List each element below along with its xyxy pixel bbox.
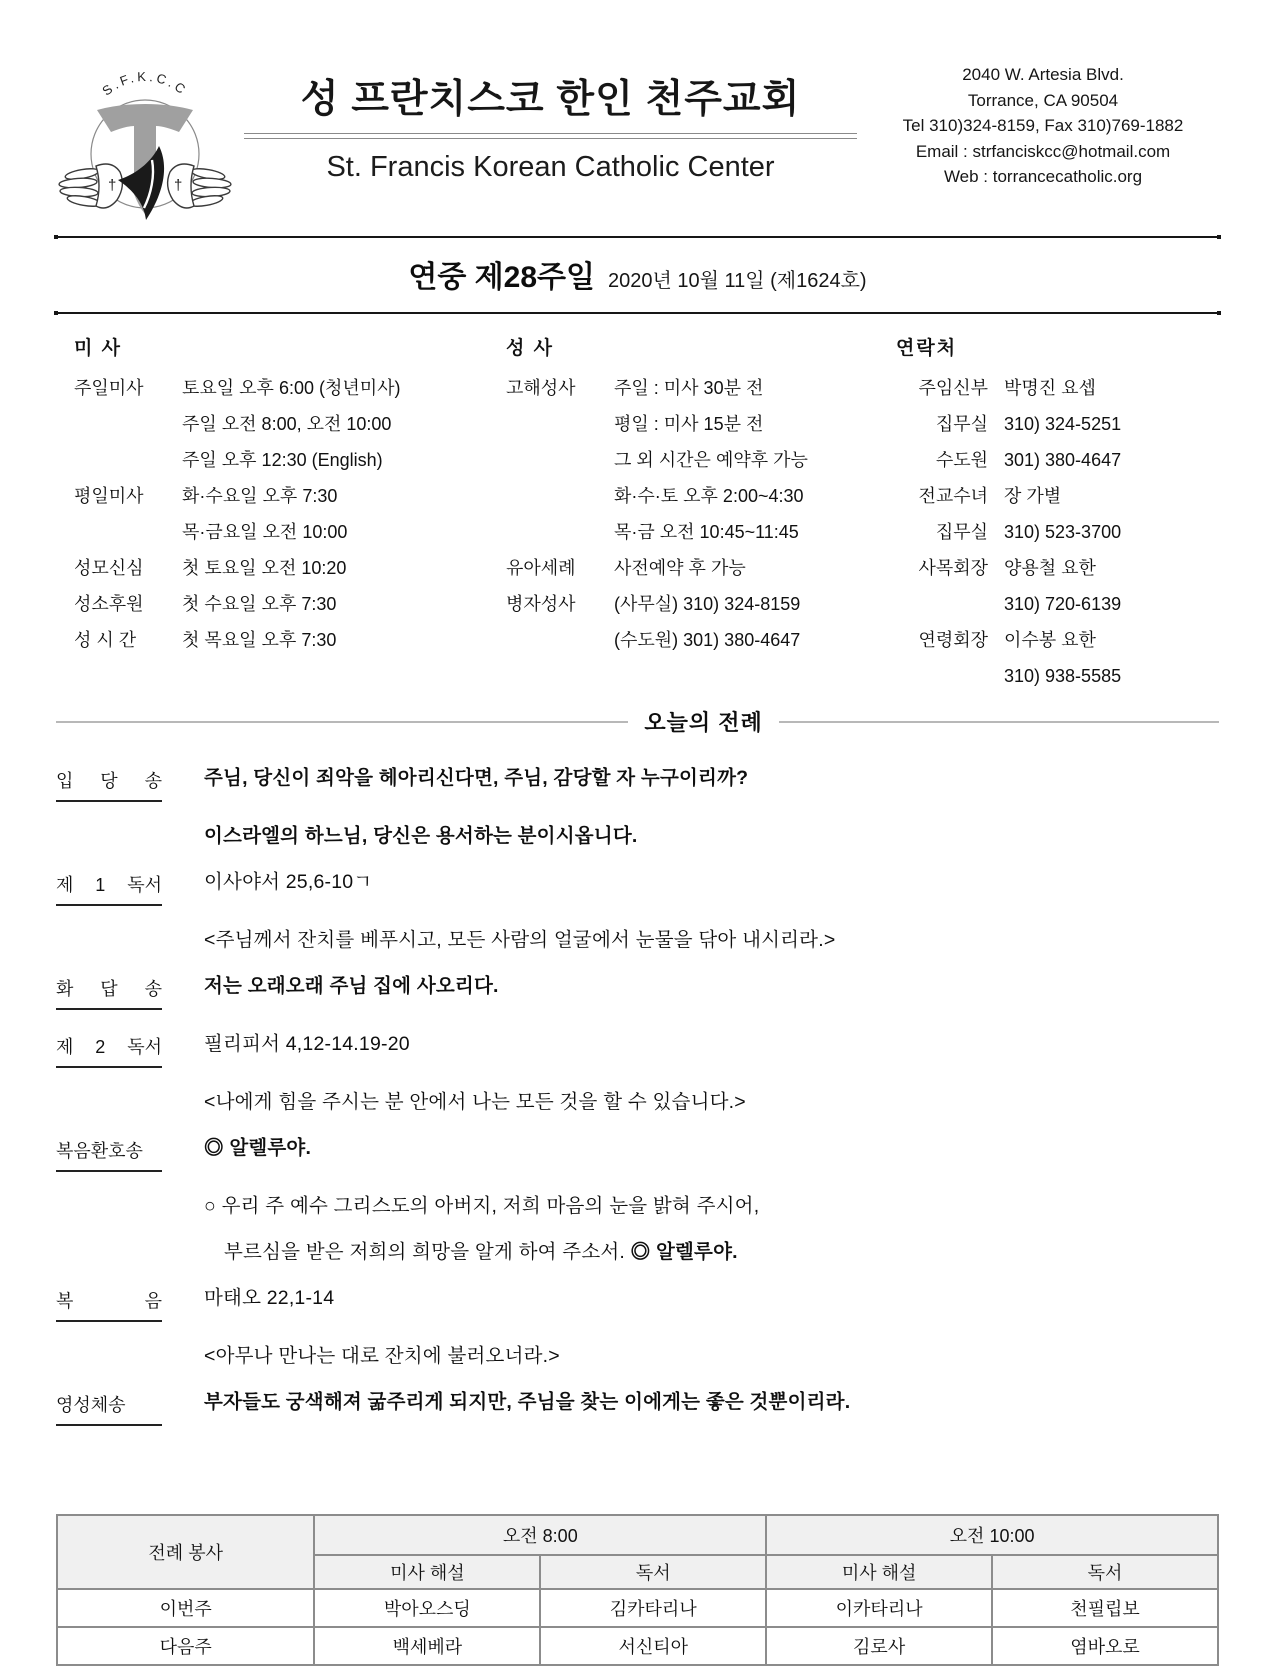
info-row-label: 주일미사 [74, 378, 144, 398]
info-row-label: 유아세례 [506, 558, 576, 578]
schedule-subcol-8am-commentator: 미사 해설 [314, 1555, 540, 1589]
liturgy-text: 필리피서 4,12-14.19-20 [204, 1033, 410, 1055]
info-row-values [1004, 406, 1121, 442]
info-row-label [896, 586, 988, 622]
schedule-cell: 염바오로 [992, 1627, 1218, 1665]
info-row [896, 406, 1219, 442]
liturgy-line [56, 1287, 1219, 1322]
liturgy-text: <주님께서 잔치를 베푸시고, 모든 사람의 얼굴에서 눈물을 닦아 내시리라.> [204, 929, 836, 951]
schedule-subcol-10am-reader: 독서 [992, 1555, 1218, 1589]
info-row-values [1004, 370, 1096, 406]
info-row-values [182, 370, 401, 478]
schedule-group-8am: 오전 8:00 [314, 1515, 766, 1555]
section-line-left [56, 721, 628, 723]
liturgy-text: 마태오 22,1-14 [204, 1287, 335, 1309]
info-row-values [1004, 478, 1061, 514]
info-row-label: 성모신심 [74, 558, 144, 578]
liturgy-item-label: 영성체송 [56, 1391, 162, 1426]
schedule-cell: 천필립보 [992, 1589, 1218, 1627]
info-row [896, 586, 1219, 622]
schedule-row [57, 1589, 1218, 1627]
liturgy-line [56, 929, 1219, 952]
info-column-heading: 성 사 [506, 338, 554, 359]
info-column-1 [506, 328, 896, 694]
left-cross-icon: † [108, 177, 117, 194]
info-row-value: 이수봉 요한 [1004, 630, 1096, 650]
info-row-values [1004, 550, 1096, 586]
logo-arc-text: S.F.K.C.C [99, 68, 191, 99]
schedule-corner-cell: 전례 봉사 [57, 1515, 314, 1589]
info-row [896, 442, 1219, 478]
info-column-heading: 미 사 [74, 338, 122, 359]
info-row-label [896, 658, 988, 694]
info-row-value: 양용철 요한 [1004, 558, 1096, 578]
info-row-label: 수도원 [935, 450, 988, 470]
info-row-value: 목·금요일 오전 10:00 [182, 522, 348, 542]
address-line: Torrance, CA 90504 [967, 90, 1119, 110]
info-row-values [1004, 442, 1121, 478]
address-line: Tel 310)324-8159, Fax 310)769-1882 [902, 116, 1184, 135]
liturgy-line [56, 1137, 1219, 1172]
info-row [896, 550, 1219, 586]
info-row-label: 고해성사 [506, 378, 576, 398]
info-row-values [1004, 514, 1121, 550]
info-row-label: 병자성사 [506, 594, 576, 614]
info-row-value: 첫 토요일 오전 10:20 [182, 558, 347, 578]
liturgy-gutter [56, 1137, 204, 1172]
liturgy-line [56, 1195, 1219, 1218]
info-row [896, 622, 1219, 658]
info-row-values [1004, 658, 1121, 694]
schedule-subcol-8am-reader: 독서 [540, 1555, 766, 1589]
address-line: Web : torrancecatholic.org [943, 167, 1143, 186]
liturgy-item-label: 복 음 [56, 1287, 162, 1322]
info-row [896, 370, 1219, 406]
liturgy-text: ○ 우리 주 예수 그리스도의 아버지, 저희 마음의 눈을 밝혀 주시어, [204, 1195, 760, 1217]
liturgy-text: 부르심을 받은 저희의 희망을 알게 하여 주소서. ◎ 알렐루야. [224, 1241, 738, 1263]
church-logo [56, 54, 234, 222]
masthead-top-rule [56, 236, 1219, 238]
info-column-2 [896, 328, 1219, 694]
info-row-value: (수도원) 301) 380-4647 [614, 630, 801, 650]
schedule-group-10am: 오전 10:00 [766, 1515, 1218, 1555]
info-row [896, 658, 1219, 694]
info-row-values [614, 586, 800, 658]
liturgy-line [56, 767, 1219, 802]
masthead [56, 238, 1219, 312]
liturgy-gutter [56, 1287, 204, 1322]
liturgy-text-bold-tail: ◎ 알렐루야. [630, 1241, 738, 1263]
info-row-value: 주일 오후 12:30 (English) [182, 450, 383, 470]
info-column-heading: 연락처 [896, 338, 958, 359]
schedule-cell: 백세베라 [314, 1627, 540, 1665]
liturgy-item-label: 입 당 송 [56, 767, 162, 802]
liturgy-line [56, 871, 1219, 906]
info-row-value: 310) 523-3700 [1004, 522, 1122, 542]
liturgy-item-label: 복음환호송 [56, 1137, 162, 1172]
info-row-value: 그 외 시간은 예약후 가능 [614, 450, 808, 470]
issue-date: 2020년 10월 11일 (제1624호) [608, 270, 867, 292]
info-row-value: 310) 938-5585 [1004, 666, 1122, 686]
liturgy-line [56, 1091, 1219, 1114]
schedule-row-label: 이번주 [57, 1589, 314, 1627]
info-row-value: 310) 720-6139 [1004, 594, 1122, 614]
schedule-cell: 서신티아 [540, 1627, 766, 1665]
address-line: Email : strfanciskcc@hotmail.com [915, 141, 1171, 161]
liturgy-line [56, 1033, 1219, 1068]
info-row [74, 478, 506, 550]
schedule-body [57, 1589, 1218, 1665]
liturgy-line [56, 1345, 1219, 1368]
liturgy-servers-table [56, 1514, 1219, 1666]
info-row [74, 550, 506, 586]
liturgy-gutter [56, 1033, 204, 1068]
header [56, 54, 1219, 222]
info-row-value: 사전예약 후 가능 [614, 558, 746, 578]
liturgy-text: <나에게 힘을 주시는 분 안에서 나는 모든 것을 할 수 있습니다.> [204, 1091, 746, 1113]
liturgy-item-label: 제 1 독서 [56, 871, 162, 906]
liturgy-section-header [56, 706, 1219, 737]
liturgy-gutter [56, 767, 204, 802]
info-row-value: 화·수·토 오후 2:00~4:30 [614, 486, 804, 506]
schedule-subcol-10am-commentator: 미사 해설 [766, 1555, 992, 1589]
info-row-values [1004, 622, 1096, 658]
info-row [506, 586, 896, 658]
liturgy-section-title: 오늘의 전례 [644, 710, 763, 735]
liturgy-line [56, 975, 1219, 1010]
section-line-right [779, 721, 1219, 723]
info-row-value: 토요일 오후 6:00 (청년미사) [182, 378, 401, 398]
info-row-values [1004, 586, 1121, 622]
info-row-label: 연령회장 [918, 630, 988, 650]
info-row [74, 370, 506, 478]
info-row [506, 550, 896, 586]
liturgy-item-label: 화 답 송 [56, 975, 162, 1010]
info-row-label: 평일미사 [74, 486, 144, 506]
info-row-label: 전교수녀 [918, 486, 988, 506]
church-logo-icon [56, 54, 234, 222]
address-line: 2040 W. Artesia Blvd. [962, 65, 1124, 84]
info-row-values [614, 550, 746, 586]
info-row [896, 478, 1219, 514]
church-title-korean: 성 프란치스코 한인 천주교회 [300, 78, 801, 121]
info-row-label: 성소후원 [74, 594, 144, 614]
masthead-bottom-rule [56, 312, 1219, 314]
header-double-divider [244, 133, 857, 139]
liturgy-text: 부자들도 궁색해져 굶주리게 되지만, 주님을 찾는 이에게는 좋은 것뿐이리라. [204, 1391, 851, 1413]
schedule-cell: 김로사 [766, 1627, 992, 1665]
liturgy-line [56, 1391, 1219, 1426]
schedule-cell: 이카타리나 [766, 1589, 992, 1627]
schedule-cell: 박아오스딩 [314, 1589, 540, 1627]
liturgy-gutter [56, 1391, 204, 1426]
liturgy-gutter [56, 871, 204, 906]
info-row-value: 평일 : 미사 15분 전 [614, 414, 764, 434]
right-cross-icon: † [174, 177, 183, 194]
info-row [74, 586, 506, 622]
info-row-value: 310) 324-5251 [1004, 414, 1122, 434]
liturgy-text: 저는 오래오래 주님 집에 사오리다. [204, 975, 499, 997]
schedule-row-label: 다음주 [57, 1627, 314, 1665]
info-row-values [182, 622, 336, 658]
info-row-values [182, 550, 346, 586]
liturgy-text: 이사야서 25,6-10ㄱ [204, 871, 373, 893]
liturgy-text: 이스라엘의 하느님, 당신은 용서하는 분이시옵니다. [204, 825, 638, 847]
info-row-label: 사목회장 [918, 558, 988, 578]
info-row [506, 370, 896, 550]
info-row-value: 박명진 요셉 [1004, 378, 1096, 398]
schedule-row [57, 1627, 1218, 1665]
info-row-values [182, 478, 347, 550]
church-title-english: St. Francis Korean Catholic Center [326, 151, 775, 183]
contact-address-block [867, 62, 1219, 190]
info-row-value: 화·수요일 오후 7:30 [182, 486, 338, 506]
info-row-label: 주임신부 [918, 378, 988, 398]
liturgy-item-label: 제 2 독서 [56, 1033, 162, 1068]
info-row-label: 집무실 [935, 414, 988, 434]
liturgy-text: 주님, 당신이 죄악을 헤아리신다면, 주님, 감당할 자 누구이리까? [204, 767, 749, 789]
liturgy-line [56, 825, 1219, 848]
info-row-value: 장 가별 [1004, 486, 1062, 506]
schedule-cell: 김카타리나 [540, 1589, 766, 1627]
info-row-values [614, 370, 808, 550]
info-row-label: 집무실 [935, 522, 988, 542]
header-titles [234, 68, 867, 184]
liturgy-list [56, 767, 1219, 1426]
liturgy-text: <아무나 만나는 대로 잔치에 불러오너라.> [204, 1345, 560, 1367]
info-row-value: 목·금 오전 10:45~11:45 [614, 522, 799, 542]
info-row-value: (사무실) 310) 324-8159 [614, 594, 801, 614]
info-row [896, 514, 1219, 550]
info-row-value: 주일 오전 8:00, 오전 10:00 [182, 414, 392, 434]
info-row-value: 301) 380-4647 [1004, 450, 1122, 470]
info-row [74, 622, 506, 658]
info-row-values [182, 586, 336, 622]
info-row-label: 성 시 간 [74, 630, 137, 650]
liturgy-gutter [56, 975, 204, 1010]
liturgy-line [56, 1241, 1219, 1264]
info-row-value: 첫 목요일 오후 7:30 [182, 630, 337, 650]
liturgy-text: ◎ 알렐루야. [204, 1137, 312, 1159]
info-row-value: 주일 : 미사 30분 전 [614, 378, 764, 398]
info-columns [56, 314, 1219, 700]
info-row-value: 첫 수요일 오후 7:30 [182, 594, 337, 614]
sunday-title: 연중 제28주일 [408, 261, 595, 294]
info-column-0 [74, 328, 506, 694]
